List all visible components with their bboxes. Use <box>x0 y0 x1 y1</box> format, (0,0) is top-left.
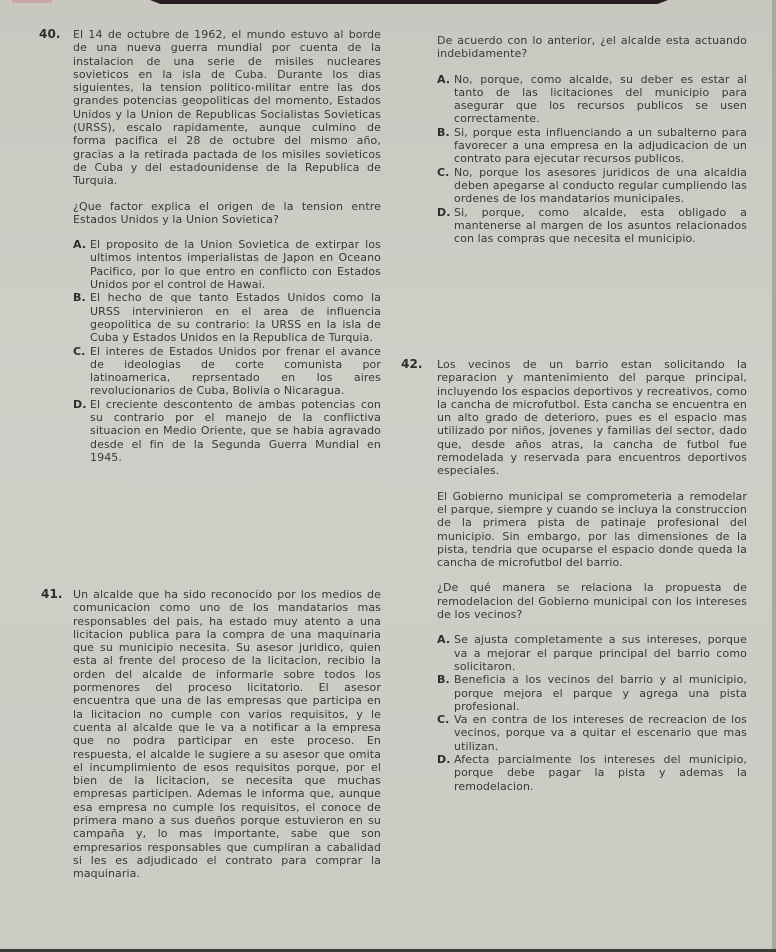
question-prompt: ¿Que factor explica el origen de la tension entre Estados Unidos y la Union Sovietica? <box>73 199 381 226</box>
question-40 <box>39 27 381 464</box>
option-b[interactable] <box>73 291 381 344</box>
option-letter: A. <box>73 238 87 252</box>
option-text: Se ajusta completamente a sus intereses, porque va a mejorar el parque principal del barrio como solicitaron. <box>454 633 747 673</box>
option-text: El hecho de que tanto Estados Unidos como la URSS intervinieron en el area de influencia geopolitica de su contrario: la URSS en la isla de Cuba y Estados Unidos en la Republica de Turquia. <box>90 291 381 345</box>
option-text: El proposito de la Union Sovietica de extirpar los ultimos intentos imperialistas de Japon en Oceano Pacifico, por lo que entro en conflicto con Estados Unidos por el control de Hawai. <box>90 238 381 292</box>
option-d[interactable] <box>437 753 747 793</box>
option-b[interactable] <box>437 126 747 166</box>
option-c[interactable] <box>437 713 747 753</box>
option-letter: B. <box>437 673 450 687</box>
question-stem: El 14 de octubre de 1962, el mundo estuvo al borde de una nueva guerra mundial por cuenta de la instalacion de una serie de misiles nucleares sovieticos en la isla de Cuba. Durante los dias siguientes, la tension politico-militar entre las dos grandes potencias geopoliticas del momento, Estados Unidos y la Union de Republicas Socialistas Sovieticas (URSS), escalo rapidamente, aunque culmino de forma pacifica el 28 de octubre del mismo año, gracias a la retirada pactada de los misiles sovieticos de Cuba y del estadounidense de la Republica de Turquia. <box>73 28 381 188</box>
option-c[interactable] <box>73 345 381 398</box>
option-c[interactable] <box>437 166 747 206</box>
option-letter: C. <box>437 713 450 727</box>
option-text: Beneficia a los vecinos del barrio y al municipio, porque mejora el parque y agrega una pista profesional. <box>454 673 747 713</box>
page-top-mark <box>12 0 52 3</box>
question-stem: Un alcalde que ha sido reconocido por los medios de comunicacion como uno de los mandatarios mas responsables del pais, ha estado muy atento a una licitacion publica para la compra de una maquinaria que su municipio necesita. Su asesor juridico, quien esta al frente del proceso de la licitacion, recibio la orden del alcalde de informarle sobre todos los pormenores del proceso licitatorio. El asesor encuentra que una de las empresas que participa en la licitacion no cumple con varios requisitos, y le cuenta al alcalde que le va a notificar a la empresa que no podra participar en este proceso. En respuesta, el alcalde le sugiere a su asesor que omita el incumplimiento de esos requisitos porque, por el bien de la licitacion, se necesita que muchas empresas participen. Ademas le informa que, aunque esa empresa no cumple los requisitos, el conoce de primera mano a sus dueños porque estuvieron en su campaña y, lo mas importante, sabe que son empresarios responsables que cumpliran a cabalidad si les es adjudicado el contrato para comprar la maquinaria. <box>73 588 381 881</box>
option-letter: C. <box>437 165 450 179</box>
page-header-band <box>150 0 668 4</box>
question-stem: Los vecinos de un barrio estan solicitando la reparacion y mantenimiento del parque principal, incluyendo los espacios deportivos y recreativos, como la cancha de microfutbol. Esta cancha se encuentra en un alto grado de deterioro, pues es el espacio mas utilizado por niños, jovenes y familias del sector, dado que, desde años atras, la cancha de futbol fue remodelada y reservada para encuentros deportivos especiales. <box>437 358 747 478</box>
question-number: 41. <box>41 587 63 601</box>
option-text: Afecta parcialmente los intereses del municipio, porque debe pagar la pista y ademas la remodelacion. <box>454 753 747 793</box>
option-letter: D. <box>73 397 87 411</box>
answer-options <box>437 633 747 793</box>
option-a[interactable] <box>437 73 747 126</box>
question-prompt: De acuerdo con lo anterior, ¿el alcalde esta actuando indebidamente? <box>437 34 747 61</box>
question-prompt: ¿De qué manera se relaciona la propuesta de remodelacion del Gobierno municipal con los intereses de los vecinos? <box>437 581 747 622</box>
question-number: 40. <box>39 27 61 41</box>
option-letter: A. <box>437 633 451 647</box>
option-text: Va en contra de los intereses de recreacion de los vecinos, porque va a quitar el escenario que mas utilizan. <box>454 713 747 753</box>
option-d[interactable] <box>437 206 747 246</box>
option-a[interactable] <box>73 238 381 291</box>
answer-options <box>73 238 381 464</box>
option-text: Si, porque esta influenciando a un subalterno para favorecer a una empresa en la adjudicacion de un contrato para ejecutar recursos publicos. <box>454 125 747 166</box>
option-letter: A. <box>437 72 451 86</box>
question-42 <box>401 357 747 793</box>
option-text: Si, porque, como alcalde, esta obligado a mantenerse al margen de los asuntos relacionados con las compras que necesita el municipio. <box>454 205 747 246</box>
option-text: El interes de Estados Unidos por frenar el avance de ideologias de corte comunista por latinoamerica, reprsentado en los aires revolucionarios de Cuba, Bolivia o Nicaragua. <box>90 344 381 398</box>
option-text: El creciente descontento de ambas potencias con su contrario por el manejo de la conflictiva situacion en Medio Oriente, que se habia agravado desde el fin de la Segunda Guerra Mundial en 1945. <box>90 397 381 464</box>
answer-options <box>437 73 747 246</box>
option-b[interactable] <box>437 673 747 713</box>
option-text: No, porque, como alcalde, su deber es estar al tanto de las licitaciones del municipio para asegurar que los recursos publicos se usen correctamente. <box>454 72 747 126</box>
option-letter: D. <box>437 753 451 767</box>
question-41-stem-block <box>41 587 381 881</box>
option-letter: D. <box>437 205 451 219</box>
question-41-answers-block <box>437 34 747 245</box>
option-d[interactable] <box>73 398 381 464</box>
option-text: No, porque los asesores juridicos de una alcaldia deben apegarse al conducto regular cumpliendo las ordenes de los mandatarios municipales. <box>454 165 747 206</box>
option-letter: B. <box>73 291 86 305</box>
option-a[interactable] <box>437 633 747 673</box>
question-number: 42. <box>401 357 423 371</box>
question-stem-continued: El Gobierno municipal se comprometeria a remodelar el parque, siempre y cuando se incluya la construccion de la primera pista de patinaje profesional del municipio. Sin embargo, por las dimensiones de la pista, tendria que ocuparse el espacio donde queda la cancha de microfutbol del barrio. <box>437 489 747 570</box>
page-right-edge <box>772 0 776 952</box>
option-letter: B. <box>437 125 450 139</box>
option-letter: C. <box>73 344 86 358</box>
